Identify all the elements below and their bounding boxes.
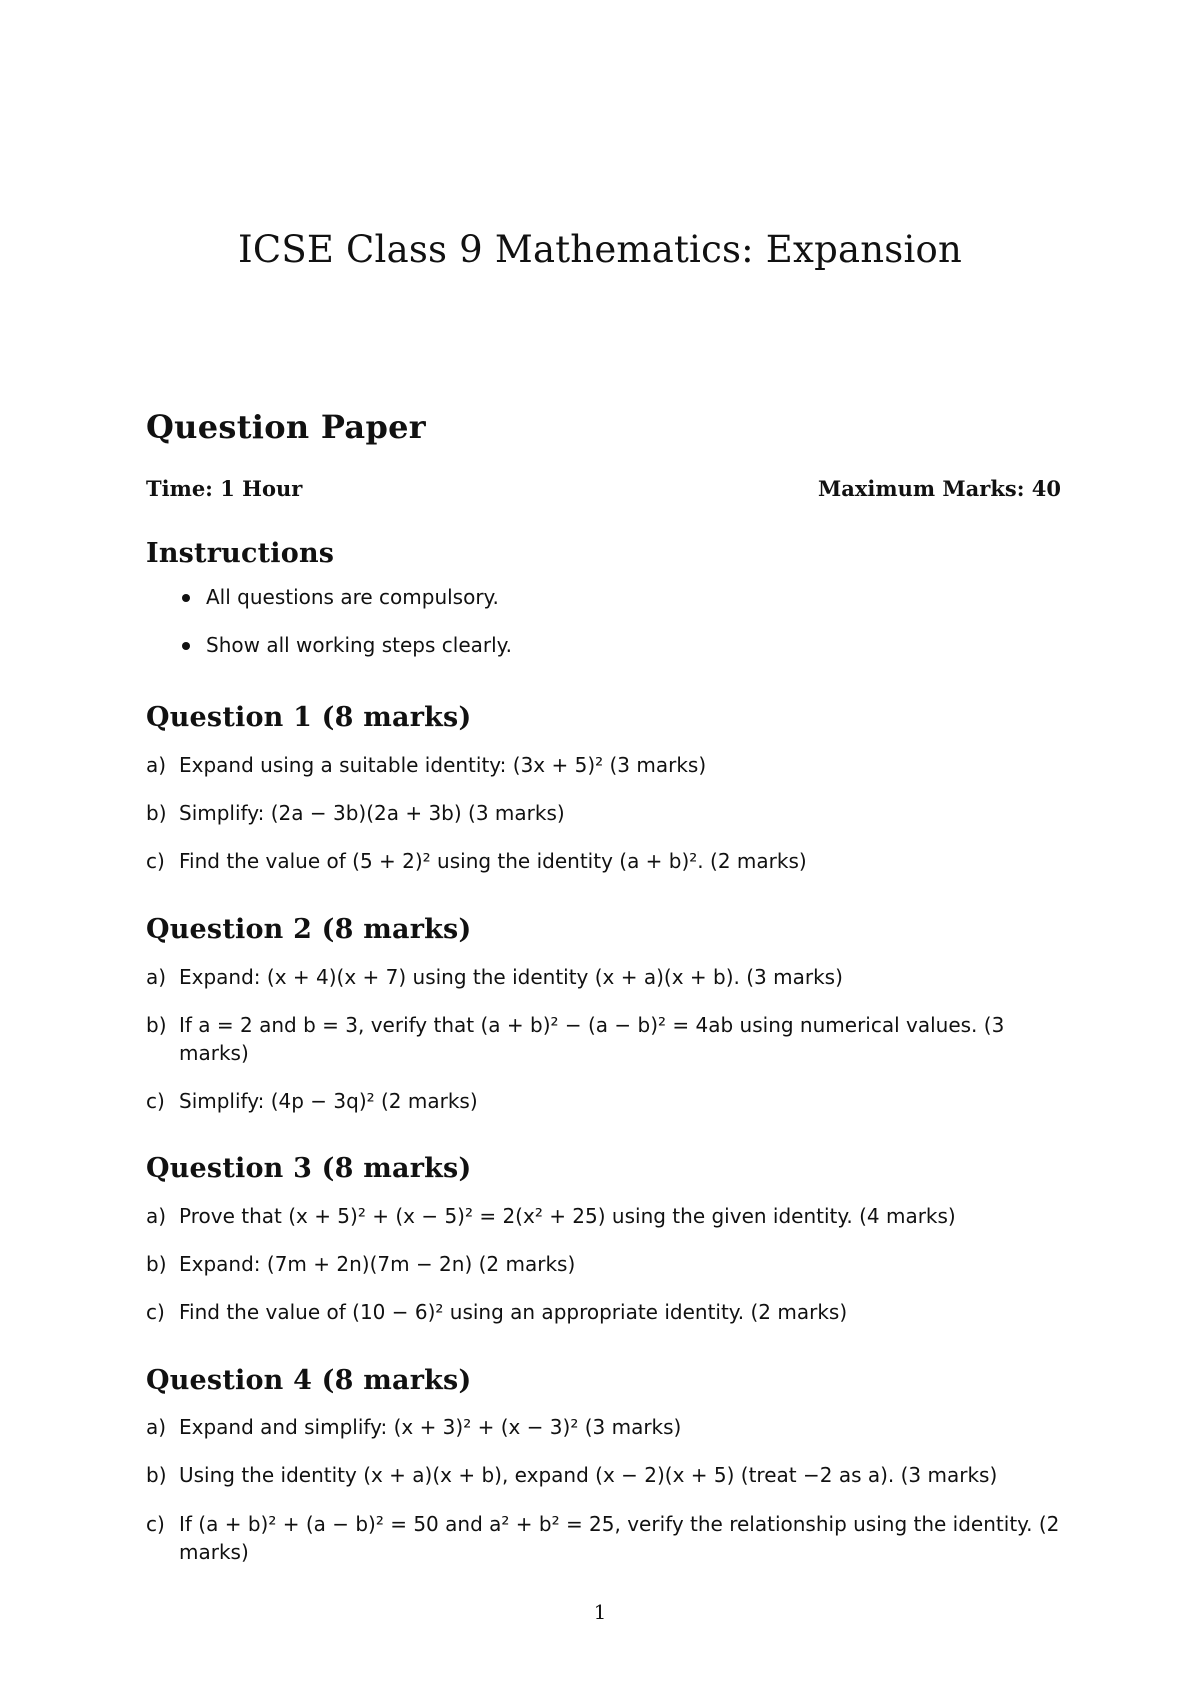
question-3-part-b bbox=[146, 1250, 1061, 1278]
question-2-part-c bbox=[146, 1087, 1061, 1115]
document-title: ICSE Class 9 Mathematics: Expansion bbox=[238, 228, 962, 271]
part-text: If (a + b)² + (a − b)² = 50 and a² + b² = 25, verify the relationship using the identity. (2 marks) bbox=[179, 1512, 1060, 1564]
section-title: Question Paper bbox=[146, 408, 426, 446]
instructions-heading: Instructions bbox=[146, 538, 335, 569]
part-text: Using the identity (x + a)(x + b), expand (x − 2)(x + 5) (treat −2 as a). (3 marks) bbox=[179, 1463, 998, 1487]
question-2-heading: Question 2 (8 marks) bbox=[146, 914, 472, 945]
part-label: c) bbox=[146, 1089, 165, 1113]
part-label: c) bbox=[146, 1512, 165, 1536]
part-text: Expand: (7m + 2n)(7m − 2n) (2 marks) bbox=[179, 1252, 576, 1276]
part-text: Prove that (x + 5)² + (x − 5)² = 2(x² + 25) using the given identity. (4 marks) bbox=[179, 1204, 956, 1228]
part-label: c) bbox=[146, 1300, 165, 1324]
part-label: a) bbox=[146, 1415, 167, 1439]
question-1-heading: Question 1 (8 marks) bbox=[146, 702, 472, 733]
question-1-part-b bbox=[146, 799, 1061, 827]
question-1-part-a bbox=[146, 751, 1061, 779]
part-text: Find the value of (5 + 2)² using the identity (a + b)². (2 marks) bbox=[179, 849, 807, 873]
maximum-marks: Maximum Marks: 40 bbox=[818, 476, 1061, 501]
question-1-part-c bbox=[146, 847, 1061, 875]
instruction-item bbox=[182, 585, 512, 633]
part-text: Find the value of (10 − 6)² using an appropriate identity. (2 marks) bbox=[179, 1300, 848, 1324]
bullet-icon bbox=[182, 594, 190, 602]
part-text: If a = 2 and b = 3, verify that (a + b)² − (a − b)² = 4ab using numerical values. (3 marks) bbox=[179, 1013, 1005, 1065]
question-4-heading: Question 4 (8 marks) bbox=[146, 1365, 472, 1396]
question-4-part-c bbox=[146, 1510, 1061, 1566]
question-4-part-a bbox=[146, 1413, 1061, 1441]
question-2-part-a bbox=[146, 963, 1061, 991]
bullet-icon bbox=[182, 642, 190, 650]
part-text: Expand: (x + 4)(x + 7) using the identity (x + a)(x + b). (3 marks) bbox=[179, 965, 843, 989]
instruction-text: Show all working steps clearly. bbox=[206, 633, 513, 657]
question-3-part-a bbox=[146, 1202, 1061, 1230]
part-text: Simplify: (2a − 3b)(2a + 3b) (3 marks) bbox=[179, 801, 565, 825]
instruction-item bbox=[182, 633, 512, 681]
part-label: a) bbox=[146, 965, 167, 989]
part-label: c) bbox=[146, 849, 165, 873]
time-allowed: Time: 1 Hour bbox=[146, 476, 303, 501]
part-label: b) bbox=[146, 1463, 167, 1487]
question-3-heading: Question 3 (8 marks) bbox=[146, 1153, 472, 1184]
exam-meta-row bbox=[146, 476, 1061, 501]
part-label: a) bbox=[146, 753, 167, 777]
part-label: b) bbox=[146, 801, 167, 825]
part-label: a) bbox=[146, 1204, 167, 1228]
instruction-text: All questions are compulsory. bbox=[206, 585, 499, 609]
instructions-list bbox=[182, 585, 512, 681]
question-4-part-b bbox=[146, 1461, 1061, 1489]
question-2-part-b bbox=[146, 1011, 1061, 1067]
page-number: 1 bbox=[593, 1600, 607, 1624]
part-label: b) bbox=[146, 1252, 167, 1276]
part-text: Simplify: (4p − 3q)² (2 marks) bbox=[179, 1089, 478, 1113]
part-text: Expand and simplify: (x + 3)² + (x − 3)² (3 marks) bbox=[179, 1415, 682, 1439]
question-3-part-c bbox=[146, 1298, 1061, 1326]
part-label: b) bbox=[146, 1013, 167, 1037]
part-text: Expand using a suitable identity: (3x + 5)² (3 marks) bbox=[179, 753, 707, 777]
